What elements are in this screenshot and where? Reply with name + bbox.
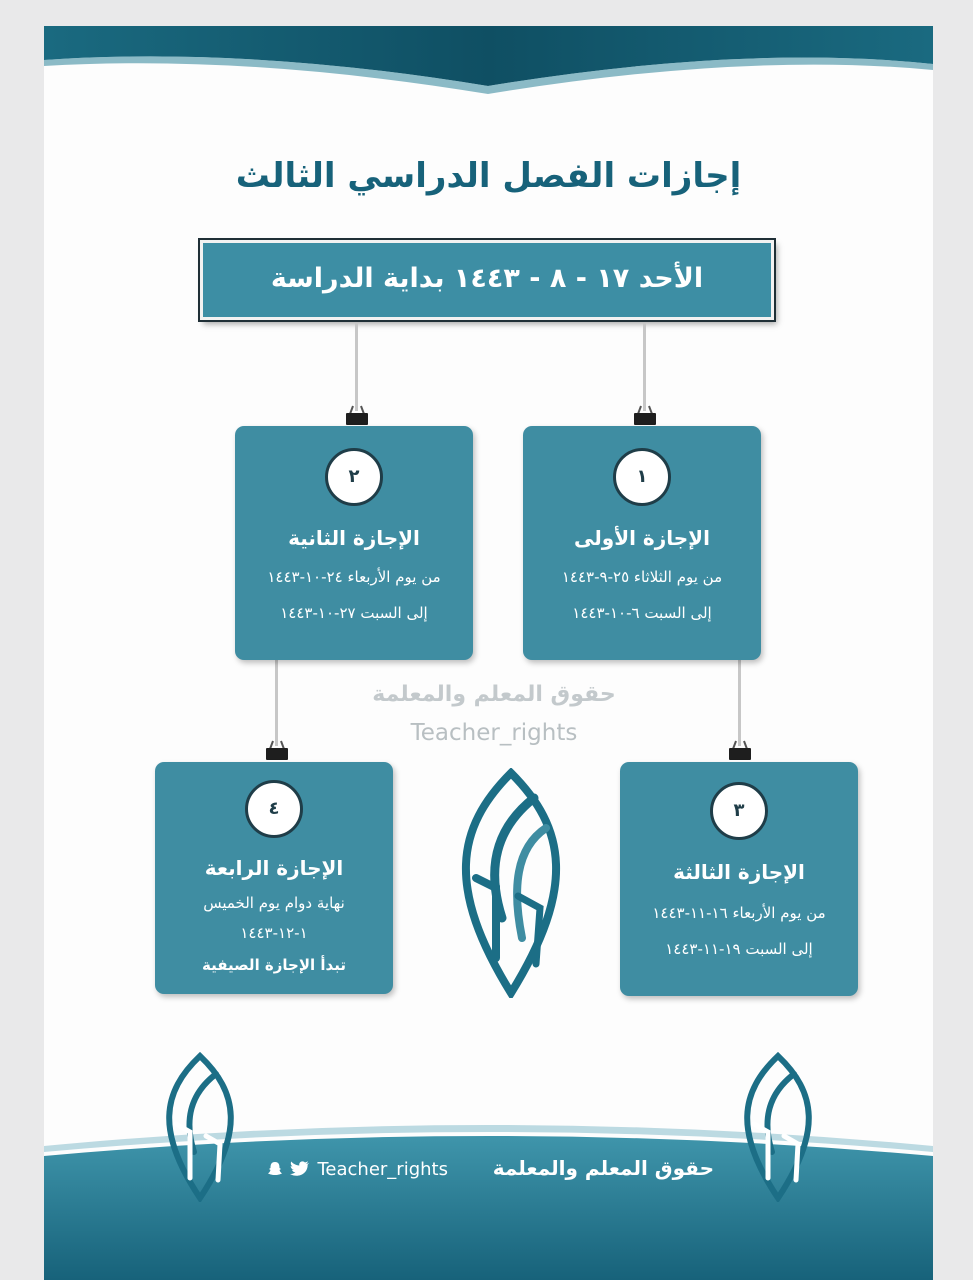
card-number-badge: ٢ — [325, 448, 383, 506]
card-start-date: من يوم الأربعاء ٢٤-١٠-١٤٤٣ — [267, 568, 441, 586]
holiday-card-3 — [620, 762, 858, 996]
card-date: ١-١٢-١٤٤٣ — [240, 924, 308, 942]
footer-handle-text: Teacher_rights — [317, 1158, 448, 1180]
footer-social-handle — [266, 1158, 486, 1180]
card-end-date: إلى السبت ٢٧-١٠-١٤٤٣ — [280, 604, 428, 622]
poster — [44, 26, 933, 1280]
connector-line — [643, 323, 646, 411]
footer-logo-right-icon — [728, 1052, 828, 1202]
top-wave-decoration — [44, 26, 933, 136]
start-date-banner: الأحد ١٧ - ٨ - ١٤٤٣ بداية الدراسة — [200, 240, 774, 320]
holiday-card-4 — [155, 762, 393, 994]
connector-line — [738, 658, 741, 746]
card-title: الإجازة الثانية — [288, 526, 420, 550]
card-number-badge: ١ — [613, 448, 671, 506]
card-title: الإجازة الرابعة — [204, 856, 344, 880]
connector-line — [355, 323, 358, 411]
card-note: تبدأ الإجازة الصيفية — [202, 956, 346, 974]
watermark-arabic: حقوق المعلم والمعلمة — [372, 682, 616, 707]
binder-clip-icon — [264, 739, 290, 761]
footer-account-name: حقوق المعلم والمعلمة — [492, 1156, 714, 1180]
card-title: الإجازة الثالثة — [673, 860, 805, 884]
page-title: إجازات الفصل الدراسي الثالث — [235, 156, 742, 196]
card-start-date: من يوم الثلاثاء ٢٥-٩-١٤٤٣ — [561, 568, 723, 586]
card-detail: نهاية دوام يوم الخميس — [203, 894, 345, 912]
holiday-card-2 — [235, 426, 473, 660]
card-start-date: من يوم الأربعاء ١٦-١١-١٤٤٣ — [652, 904, 826, 922]
card-number-badge: ٣ — [710, 782, 768, 840]
center-logo-icon — [436, 768, 586, 998]
connector-line — [275, 658, 278, 746]
card-number-badge: ٤ — [245, 780, 303, 838]
binder-clip-icon — [344, 404, 370, 426]
card-title: الإجازة الأولى — [574, 526, 710, 550]
binder-clip-icon — [727, 739, 753, 761]
watermark-english: Teacher_rights — [410, 720, 578, 746]
twitter-icon — [290, 1160, 310, 1178]
snapchat-icon — [266, 1160, 284, 1178]
binder-clip-icon — [632, 404, 658, 426]
holiday-card-1 — [523, 426, 761, 660]
footer-logo-left-icon — [150, 1052, 250, 1202]
card-end-date: إلى السبت ١٩-١١-١٤٤٣ — [665, 940, 813, 958]
card-end-date: إلى السبت ٦-١٠-١٤٤٣ — [572, 604, 712, 622]
